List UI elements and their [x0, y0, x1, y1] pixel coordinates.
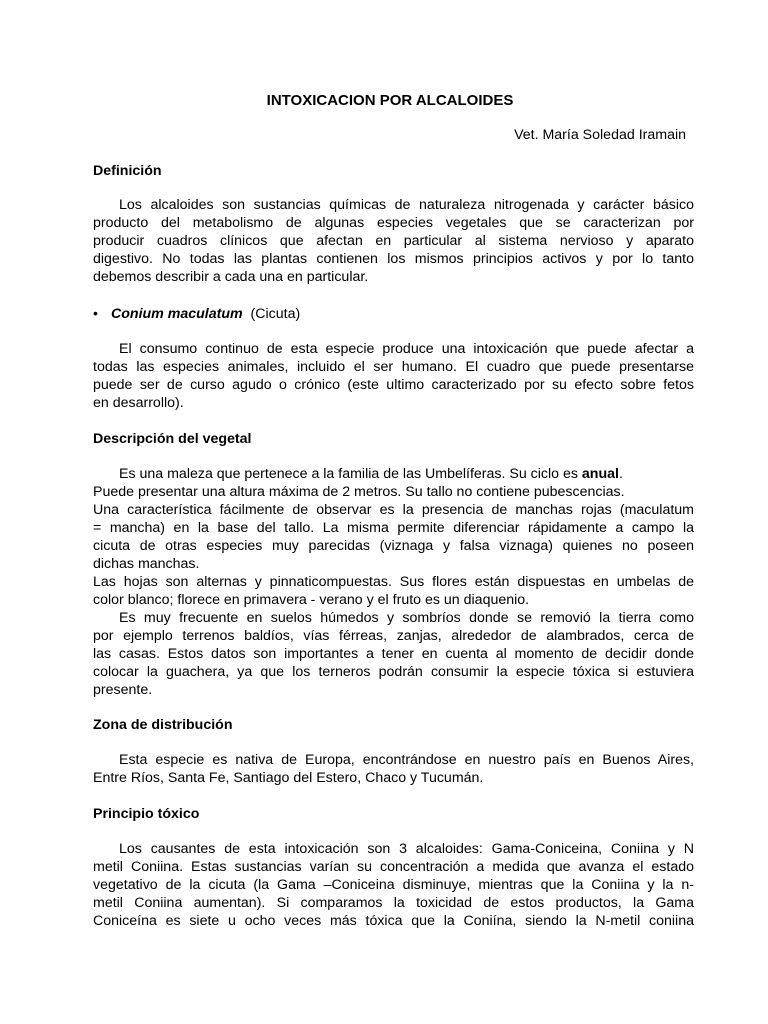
paragraph-principio [93, 840, 694, 930]
bullet-icon: • [93, 306, 98, 322]
text-line: Los alcaloides son sustancias químicas de naturaleza nitrogenada y carácter básico [119, 197, 694, 213]
text-line: todas las especies animales, incluido el ser humano. El cuadro que puede presentarse [93, 359, 694, 375]
text-line: El consumo continuo de esta especie produce una intoxicación que puede afectar a [119, 341, 694, 357]
common-name: (Cicuta) [250, 306, 301, 322]
heading-zona: Zona de distribución [93, 717, 233, 733]
species-bullet-item [93, 305, 694, 323]
text-line: cicuta de otras especies muy parecidas (viznaga y falsa viznaga) quienes no poseen [93, 538, 694, 554]
paragraph-definicion [93, 196, 694, 286]
text-line: Es muy frecuente en suelos húmedos y sombríos donde se removió la tierra como [119, 610, 694, 626]
text-line: digestivo. No todas las plantas contienen los mismos principios activos y por lo tanto [93, 251, 694, 267]
text-line: color blanco; florece en primavera - verano y el fruto es un diaquenio. [93, 592, 530, 608]
text-segment: . [618, 466, 623, 482]
text-line: presente. [93, 682, 153, 698]
paragraph-consumo [93, 340, 694, 412]
text-line: vegetativo de la cicuta (la Gama –Coniceina disminuye, mientras que la Coniina y la n- [93, 877, 694, 893]
text-line: por ejemplo terrenos baldíos, vías férreas, zanjas, alrededor de alambrados, cerca de [93, 628, 694, 644]
text-line: Esta especie es nativa de Europa, encontrándose en nuestro país en Buenos Aires, [119, 752, 694, 768]
paragraph-descripcion [93, 465, 694, 699]
text-line: las casas. Estos datos son importantes a tener en cuenta al momento de decidir donde [93, 646, 694, 662]
text-line: Una característica fácilmente de observar es la presencia de manchas rojas (maculatum [93, 502, 694, 518]
text-line: Las hojas son alternas y pinnaticompuestas. Sus flores están dispuestas en umbelas de [93, 574, 694, 590]
scientific-name: Conium maculatum [111, 306, 243, 322]
bold-word: anual [581, 466, 619, 482]
text-line: = mancha) en la base del tallo. La misma permite diferenciar rápidamente a campo la [93, 520, 694, 536]
heading-definicion: Definición [93, 163, 162, 179]
author-line: Vet. María Soledad Iramain [514, 127, 686, 143]
text-line: Los causantes de esta intoxicación son 3 alcaloides: Gama-Coniceina, Coniina y N [119, 841, 694, 857]
text-line: dichas manchas. [93, 556, 200, 572]
text-line: en desarrollo). [93, 395, 184, 411]
text-line: Entre Ríos, Santa Fe, Santiago del Estero, Chaco y Tucumán. [93, 770, 484, 786]
text-line: Coniceína es siete u ocho veces más tóxica que la Coniína, siendo la N-metil coniina [93, 913, 694, 929]
text-line: metil Coniina. Estas sustancias varían su concentración a medida que avanza el estado [93, 859, 694, 875]
heading-descripcion: Descripción del vegetal [93, 431, 252, 447]
text-line: colocar la guachera, ya que los terneros podrán consumir la especie tóxica si estuviera [93, 664, 694, 680]
text-line: producir cuadros clínicos que afectan en particular al sistema nervioso y aparato [93, 233, 694, 249]
text-line: metil Coniina aumentan). Si comparamos la toxicidad de estos productos, la Gama [93, 895, 694, 911]
text-line: debemos describir a cada una en particular. [93, 269, 369, 285]
heading-principio: Principio tóxico [93, 806, 200, 822]
text-segment: Es una maleza que pertenece a la familia de las Umbelíferas. Su ciclo es [119, 466, 582, 482]
text-line: producto del metabolismo de algunas especies vegetales que se caracterizan por [93, 215, 694, 231]
text-line: Puede presentar una altura máxima de 2 metros. Su tallo no contiene pubescencias. [93, 484, 625, 500]
paragraph-zona [93, 751, 694, 787]
text-line [93, 465, 694, 483]
document-title: INTOXICACION POR ALCALOIDES [266, 92, 514, 109]
text-line: puede ser de curso agudo o crónico (este ultimo caracterizado por su efecto sobre fetos [93, 377, 694, 393]
